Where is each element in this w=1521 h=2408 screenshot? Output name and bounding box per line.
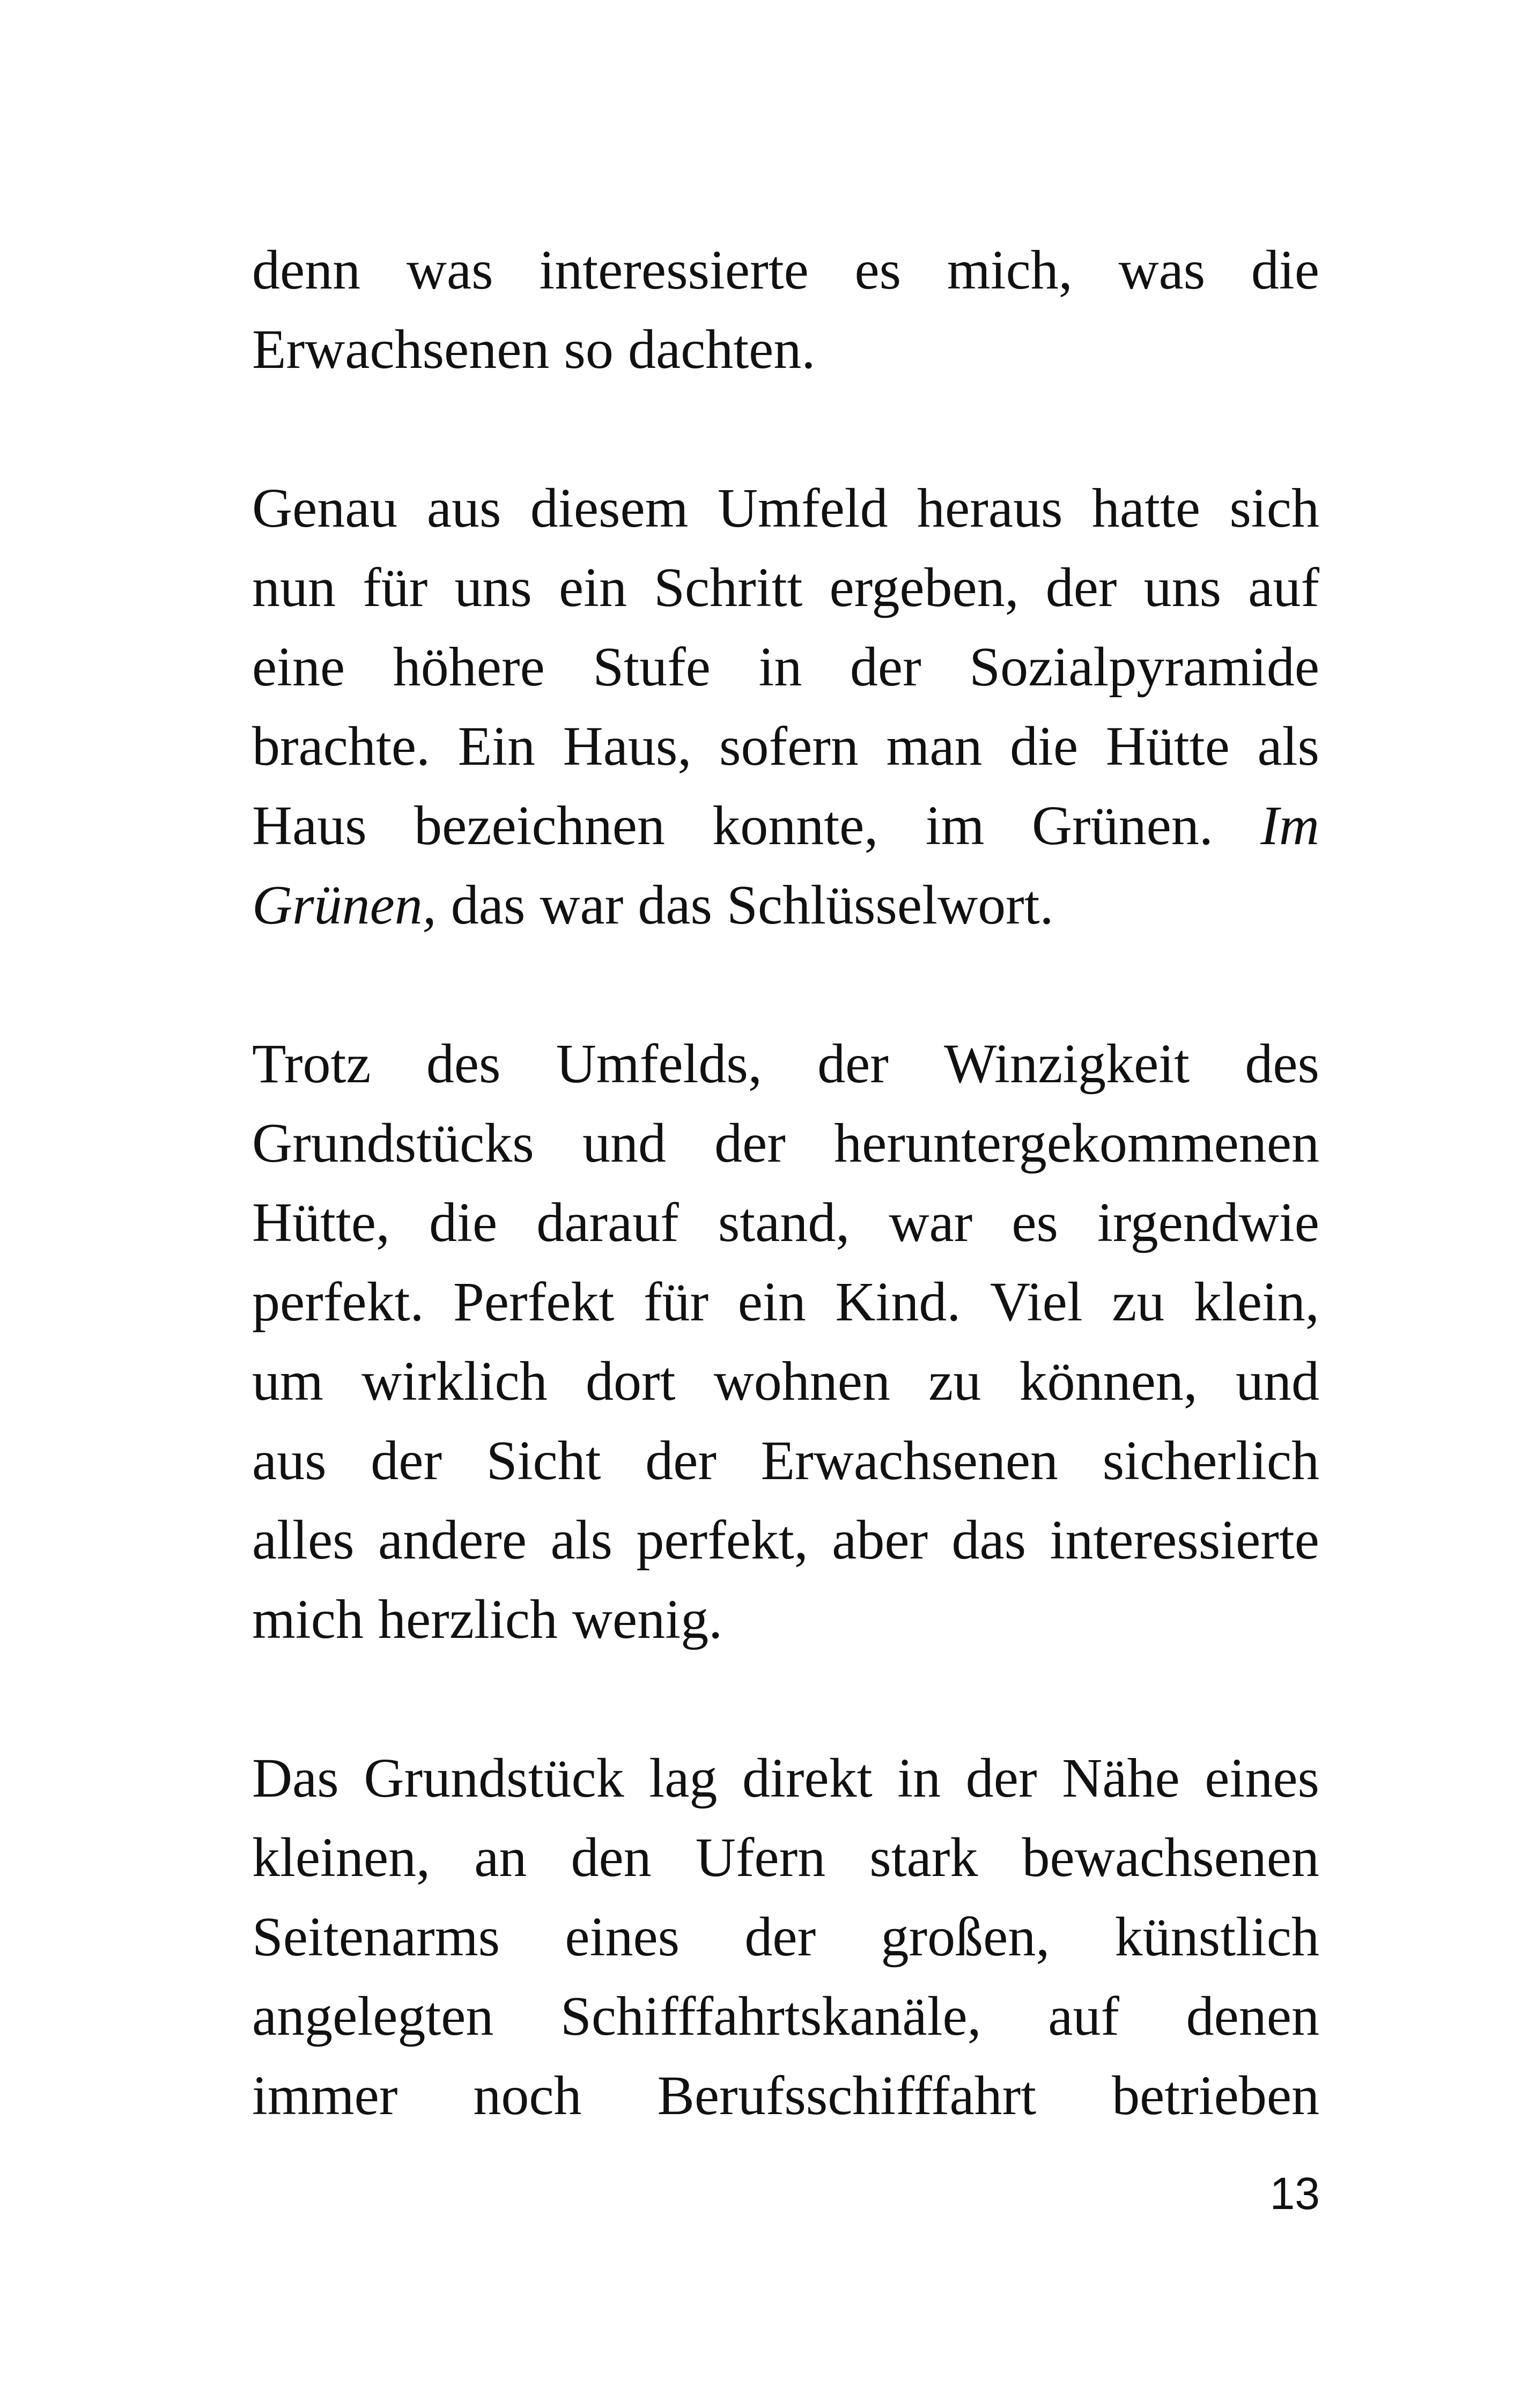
- word: direkt: [742, 1747, 873, 1809]
- word: zu: [928, 1350, 981, 1412]
- word: Sicht: [486, 1430, 601, 1491]
- text-line: [252, 2056, 1319, 2136]
- paragraph: [252, 1739, 1319, 2136]
- word: es: [854, 239, 902, 301]
- word: es: [1011, 1192, 1058, 1253]
- word: wenig.: [572, 1589, 723, 1650]
- word: großen,: [881, 1906, 1050, 1968]
- paragraph: [252, 231, 1319, 389]
- text-line: [252, 1262, 1319, 1342]
- word: Erwachsenen: [760, 1430, 1059, 1491]
- word: Stufe: [593, 636, 711, 698]
- word: Genau: [252, 477, 398, 539]
- word: eine: [252, 636, 345, 698]
- paragraph-gap: [252, 389, 1319, 469]
- word: wirklich: [361, 1350, 548, 1412]
- text-line: [252, 1421, 1319, 1501]
- word: sich: [1229, 477, 1319, 539]
- word: Berufsschifffahrt: [657, 2065, 1037, 2126]
- word: man: [886, 715, 983, 777]
- word: Ufern: [695, 1827, 826, 1888]
- text-line: [252, 469, 1319, 548]
- word: perfekt.: [252, 1271, 424, 1333]
- word: Schritt: [654, 557, 803, 618]
- word: ein: [737, 1271, 806, 1333]
- word: konnte,: [712, 795, 878, 856]
- word: die: [429, 1192, 498, 1253]
- text-line: [252, 1818, 1319, 1897]
- text-line: [252, 707, 1319, 786]
- word: für: [643, 1271, 709, 1333]
- word: Das: [252, 1747, 339, 1809]
- word: bezeichnen: [414, 795, 665, 856]
- word: alles: [252, 1509, 355, 1571]
- word: Erwachsenen: [252, 319, 550, 380]
- paragraph-gap: [252, 1659, 1319, 1739]
- word: eines: [1205, 1747, 1319, 1809]
- text-line: [252, 1104, 1319, 1183]
- text-line: [252, 231, 1319, 310]
- word: Viel: [990, 1271, 1083, 1333]
- word: Winzigkeit: [944, 1033, 1190, 1095]
- word: eines: [565, 1906, 680, 1968]
- word: das: [951, 1509, 1027, 1571]
- word: Grünen.: [1031, 795, 1213, 856]
- word: als: [550, 1509, 612, 1571]
- word: brachte.: [252, 715, 431, 777]
- word: ein: [558, 557, 627, 618]
- body-text: [252, 231, 1319, 2136]
- word: der: [371, 1430, 442, 1491]
- word: perfekt,: [636, 1509, 808, 1571]
- word: des: [1245, 1033, 1319, 1095]
- word: können,: [1019, 1350, 1198, 1412]
- word: der: [744, 1906, 816, 1968]
- word: war: [540, 874, 624, 936]
- word: noch: [473, 2065, 582, 2126]
- paragraph-gap: [252, 945, 1319, 1024]
- text-line: [252, 786, 1319, 866]
- paragraph: [252, 469, 1319, 945]
- word: stark: [869, 1827, 978, 1888]
- word: so: [564, 319, 614, 380]
- word: interessierte: [1050, 1509, 1319, 1571]
- word: was: [406, 239, 493, 301]
- word: des: [426, 1033, 501, 1095]
- word: als: [1257, 715, 1319, 777]
- word: darauf: [536, 1192, 679, 1253]
- word: auf: [1048, 1985, 1120, 2047]
- word: Seitenarms: [252, 1906, 500, 1968]
- word: mich: [252, 1589, 364, 1650]
- word: aus: [426, 477, 501, 539]
- word: das: [451, 874, 526, 936]
- paragraph: [252, 1024, 1319, 1659]
- word: Grundstücks: [252, 1112, 534, 1174]
- word: klein,: [1193, 1271, 1319, 1333]
- word: nun: [252, 557, 336, 618]
- word: im: [925, 795, 985, 856]
- word: was: [1118, 239, 1206, 301]
- word: und: [582, 1112, 666, 1174]
- text-line: [252, 1342, 1319, 1421]
- word: wohnen: [713, 1350, 890, 1412]
- word: heraus: [917, 477, 1063, 539]
- word: künstlich: [1114, 1906, 1319, 1968]
- page-number: 13: [1269, 2168, 1320, 2219]
- word: kleinen,: [252, 1827, 431, 1888]
- word: andere: [378, 1509, 527, 1571]
- word: an: [474, 1827, 527, 1888]
- word: höhere: [393, 636, 545, 698]
- word: um: [252, 1350, 323, 1412]
- text-line: [252, 1183, 1319, 1262]
- word: Ein: [457, 715, 536, 777]
- word: heruntergekommenen: [834, 1112, 1319, 1174]
- word: Kind.: [835, 1271, 961, 1333]
- word: auf: [1248, 557, 1319, 618]
- word: sofern: [719, 715, 859, 777]
- word: der: [714, 1112, 786, 1174]
- word: denn: [252, 239, 361, 301]
- word: der: [1045, 557, 1117, 618]
- word: Perfekt: [453, 1271, 615, 1333]
- word: Schifffahrtskanäle,: [560, 1985, 981, 2047]
- text-line: [252, 1977, 1319, 2056]
- word: lag: [649, 1747, 718, 1809]
- text-line: [252, 866, 1319, 945]
- word: die: [1251, 239, 1319, 301]
- word: hatte: [1091, 477, 1201, 539]
- word: aber: [832, 1509, 928, 1571]
- word: uns: [1143, 557, 1222, 618]
- word: diesem: [530, 477, 689, 539]
- word: der: [850, 636, 921, 698]
- word: dachten.: [627, 319, 816, 380]
- word: betrieben: [1112, 2065, 1319, 2126]
- word: war: [889, 1192, 973, 1253]
- word: Schlüsselwort.: [727, 874, 1054, 936]
- word: angelegten: [252, 1985, 494, 2047]
- word: Grünen,: [252, 874, 437, 936]
- word: Im: [1260, 795, 1319, 856]
- word: in: [758, 636, 802, 698]
- word: Hütte,: [252, 1192, 390, 1253]
- word: zu: [1112, 1271, 1165, 1333]
- text-line: [252, 548, 1319, 627]
- word: Hütte: [1105, 715, 1230, 777]
- word: aus: [252, 1430, 327, 1491]
- word: Haus,: [563, 715, 692, 777]
- word: für: [363, 557, 428, 618]
- text-line: [252, 1739, 1319, 1818]
- word: bewachsenen: [1022, 1827, 1319, 1888]
- word: dort: [585, 1350, 676, 1412]
- word: die: [1010, 715, 1079, 777]
- word: mich,: [947, 239, 1073, 301]
- word: herzlich: [378, 1589, 558, 1650]
- word: der: [817, 1033, 889, 1095]
- text-line: [252, 1897, 1319, 1977]
- word: der: [645, 1430, 717, 1491]
- word: irgendwie: [1097, 1192, 1319, 1253]
- text-line: [252, 627, 1319, 707]
- word: sicherlich: [1102, 1430, 1319, 1491]
- word: immer: [252, 2065, 398, 2126]
- word: interessierte: [539, 239, 809, 301]
- word: denen: [1186, 1985, 1319, 2047]
- text-line: [252, 310, 1319, 389]
- word: Grundstück: [364, 1747, 624, 1809]
- word: das: [638, 874, 713, 936]
- word: und: [1235, 1350, 1319, 1412]
- word: der: [965, 1747, 1037, 1809]
- text-line: [252, 1024, 1319, 1104]
- word: Umfeld: [717, 477, 888, 539]
- text-line: [252, 1580, 1319, 1659]
- word: Sozialpyramide: [969, 636, 1319, 698]
- word: uns: [454, 557, 532, 618]
- word: ergeben,: [829, 557, 1019, 618]
- text-line: [252, 1501, 1319, 1580]
- word: Umfelds,: [556, 1033, 762, 1095]
- word: Nähe: [1062, 1747, 1180, 1809]
- word: Haus: [252, 795, 367, 856]
- word: den: [571, 1827, 652, 1888]
- word: Trotz: [252, 1033, 371, 1095]
- word: in: [897, 1747, 941, 1809]
- word: stand,: [718, 1192, 850, 1253]
